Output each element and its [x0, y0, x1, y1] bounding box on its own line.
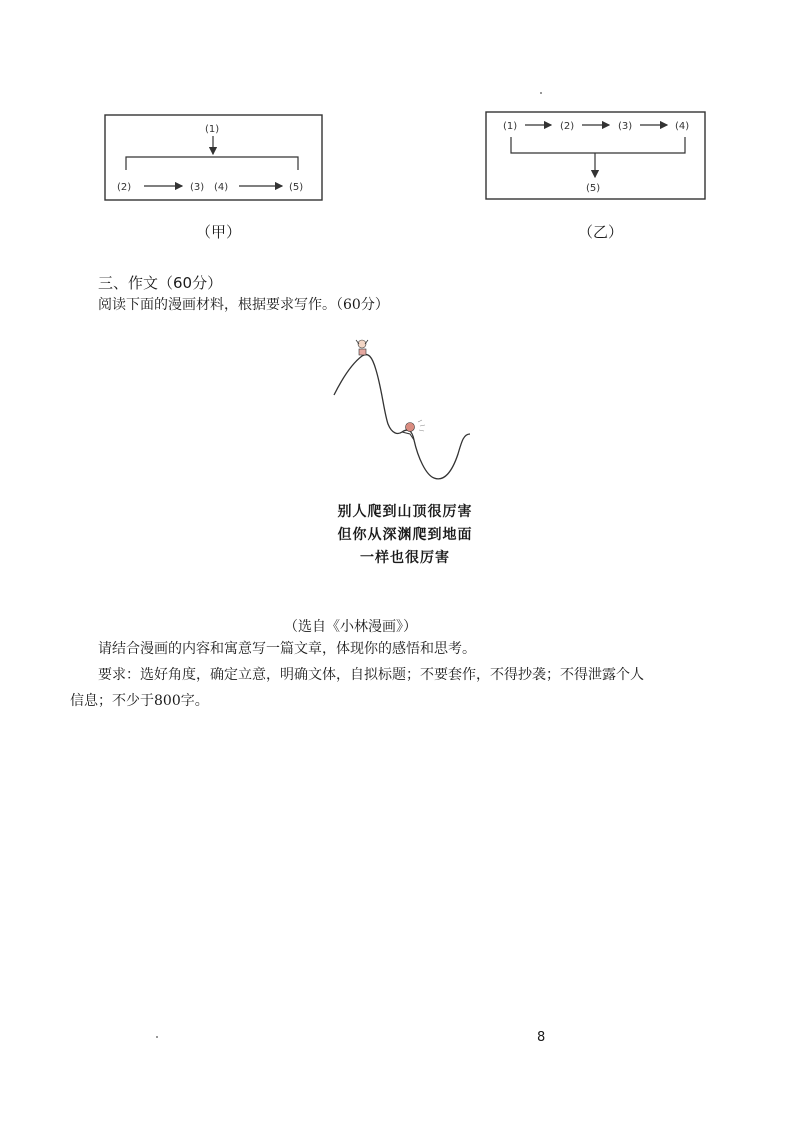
cartoon-illustration	[326, 330, 476, 490]
diagram-b-node-2: (2)	[560, 121, 575, 132]
prompt-text: 请结合漫画的内容和寓意写一篇文章，体现你的感悟和思考。	[98, 641, 476, 657]
diagram-b-node-3: (3)	[618, 121, 633, 132]
cartoon-line-1: 别人爬到山顶很厉害	[337, 504, 473, 520]
diagram-b-node-4: (4)	[675, 121, 690, 132]
diagram-a-caption: （甲）	[196, 223, 242, 241]
stray-dot	[540, 92, 542, 94]
cartoon-source: （选自《小林漫画》）	[284, 619, 417, 635]
mountain-line	[334, 355, 470, 479]
diagram-b-node-1: (1)	[503, 121, 518, 132]
diagram-b	[485, 111, 707, 201]
requirements-line-2: 信息；不少于800字。	[70, 693, 209, 709]
requirements-line-1: 要求：选好角度，确定立意，明确文体，自拟标题；不要套作，不得抄袭；不得泄露个人	[98, 667, 644, 683]
diagram-a-node-5: (5)	[289, 182, 304, 193]
cartoon-caption	[320, 501, 490, 570]
diagram-a-node-4: (4)	[214, 182, 229, 193]
page-number: 8	[537, 1030, 546, 1045]
cartoon-line-2: 但你从深渊爬到地面	[337, 527, 473, 543]
diagram-b-node-5: (5)	[586, 183, 601, 194]
stray-dot	[156, 1036, 158, 1038]
cartoon-line-3: 一样也很厉害	[360, 550, 450, 566]
diagram-a-node-1: (1)	[205, 124, 220, 135]
section-title: 三、作文（60分）	[98, 274, 223, 292]
diagram-a-node-3: (3)	[190, 182, 205, 193]
diagram-b-caption: （乙）	[578, 223, 624, 241]
diagram-a-node-2: (2)	[117, 182, 132, 193]
instruction-text: 阅读下面的漫画材料，根据要求写作。（60分）	[98, 297, 389, 313]
diagram-a	[104, 114, 324, 202]
summit-figure-icon	[356, 340, 368, 355]
